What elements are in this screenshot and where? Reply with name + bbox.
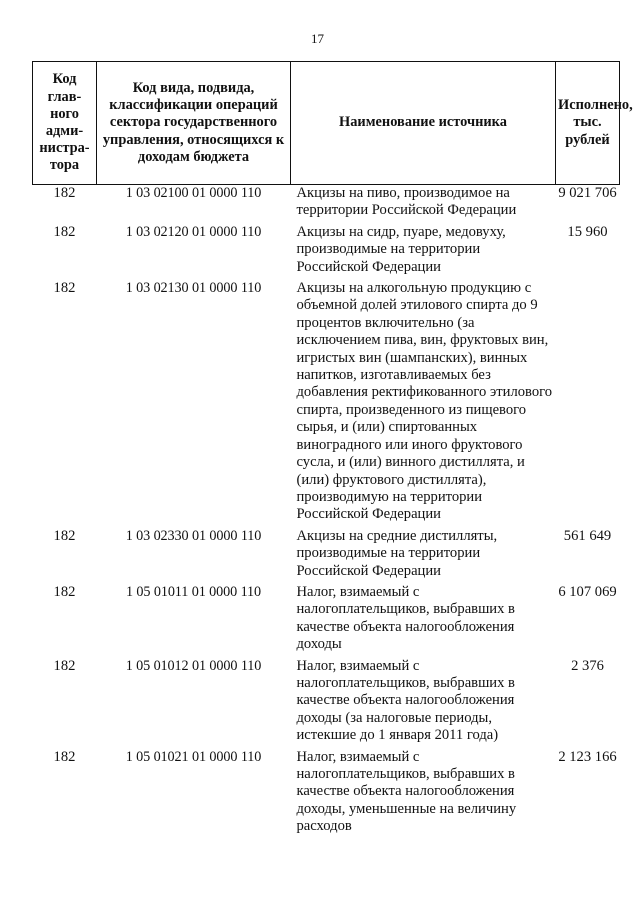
- table-row: [33, 749, 620, 840]
- classification-code-cell: 1 05 01021 01 0000 110: [125, 748, 262, 765]
- admin-code-cell: 182: [53, 527, 76, 544]
- table-row: [33, 185, 620, 224]
- header-admin-code: Код глав-ного адми-нистра-тора: [33, 62, 97, 185]
- admin-code-cell: 182: [53, 657, 76, 674]
- amount-cell: 2 376: [571, 657, 604, 674]
- table-row: [33, 584, 620, 658]
- table-row: [33, 658, 620, 749]
- classification-code-cell: 1 03 02130 01 0000 110: [125, 280, 262, 297]
- source-name-cell: Акцизы на алкогольную продукцию с объемной долей этилового спирта до 9 процентов включительно (за исключением пива, вин, фруктовых вин, игристых вин (шампанских), винных напитков, изготавливаемых без добавления ректификованного этилового спирта, произведенного из пищевого сырья, и (или) спиртованных виноградного или иного фруктового сусла, и (или) винного дистиллята, и (или) фруктового дистиллята), производимую на территории Российской Федерации: [296, 280, 553, 523]
- source-name-cell: Налог, взимаемый с налогоплательщиков, выбравших в качестве объекта налогообложения доходы: [296, 583, 515, 653]
- source-name-cell: Налог, взимаемый с налогоплательщиков, выбравших в качестве объекта налогообложения доходы, уменьшенные на величину расходов: [296, 748, 517, 835]
- admin-code-cell: 182: [53, 748, 76, 765]
- revenue-table: [32, 61, 633, 840]
- header-classification-code: Код вида, подвида, классификации операций сектора государственного управления, относящихся к доходам бюджета: [97, 62, 291, 185]
- amount-cell: 6 107 069: [558, 583, 617, 600]
- admin-code-cell: 182: [53, 223, 76, 240]
- classification-code-cell: 1 05 01012 01 0000 110: [125, 657, 262, 674]
- amount-cell: 2 123 166: [558, 748, 617, 765]
- source-name-cell: Акцизы на средние дистилляты, производимые на территории Российской Федерации: [296, 527, 498, 579]
- table-header: [33, 62, 633, 185]
- classification-code-cell: 1 05 01011 01 0000 110: [125, 583, 262, 600]
- classification-code-cell: 1 03 02100 01 0000 110: [125, 185, 262, 201]
- table-row: [33, 280, 620, 528]
- amount-cell: 9 021 706: [558, 185, 617, 201]
- source-name-cell: Налог, взимаемый с налогоплательщиков, выбравших в качестве объекта налогообложения доходы (за налоговые периоды, истекшие до 1 января 2011 года): [296, 657, 515, 744]
- table-row: [33, 224, 620, 280]
- source-name-cell: Акцизы на пиво, производимое на территории Российской Федерации: [296, 185, 517, 219]
- classification-code-cell: 1 03 02120 01 0000 110: [125, 223, 262, 240]
- amount-cell: 561 649: [563, 527, 612, 544]
- table-row: [33, 528, 620, 584]
- classification-code-cell: 1 03 02330 01 0000 110: [125, 527, 262, 544]
- header-source-name: Наименование источника: [291, 62, 556, 185]
- amount-cell: 15 960: [567, 223, 608, 240]
- table-body: [33, 185, 620, 840]
- admin-code-cell: 182: [53, 280, 76, 297]
- admin-code-cell: 182: [53, 185, 76, 201]
- page-number: 17: [311, 31, 324, 46]
- source-name-cell: Акцизы на сидр, пуаре, медовуху, производимые на территории Российской Федерации: [296, 223, 506, 275]
- header-amount: Исполнено, тыс. рублей: [556, 62, 620, 185]
- admin-code-cell: 182: [53, 583, 76, 600]
- amount-cell: [556, 280, 620, 528]
